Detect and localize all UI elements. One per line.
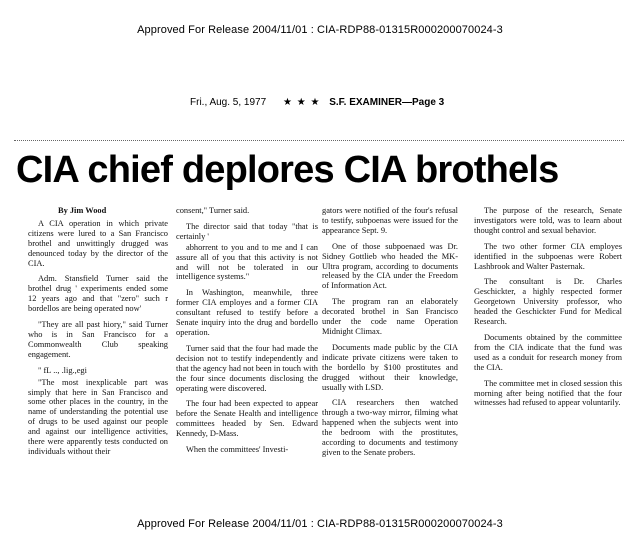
paragraph: The two other former CIA employes identified in the subpoenas were Robert Lashbrook and Walter Pasternak. — [474, 241, 622, 271]
paragraph: A CIA operation in which private citizens were lured to a San Francisco brothel and unwittingly drugged was denounced today by the director of the CIA. — [28, 218, 168, 268]
paragraph: The committee met in closed session this morning after being notified that the four witnesses had refused to appear voluntarily. — [474, 378, 622, 408]
top-rule — [14, 140, 624, 141]
paragraph: consent," Turner said. — [176, 206, 250, 215]
release-header: Approved For Release 2004/11/01 : CIA-RDP88-01315R000200070024-3 — [137, 24, 503, 36]
headline: CIA chief deplores CIA brothels — [16, 149, 559, 191]
paragraph: The consultant is Dr. Charles Geschickter, a highly respected former Georgetown University professor, who headed the Geschickter Fund for Medical Research. — [474, 277, 622, 327]
paragraph: The four had been expected to appear before the Senate Health and intelligence committees headed by Sen. Edward Kennedy, D-Mass. — [176, 399, 318, 439]
paragraph: Documents obtained by the committee from the CIA indicate that the fund was used as a conduit for research money from the CIA. — [474, 332, 622, 372]
paragraph: gators were notified of the four's refusal to testify, subpoenas were issued for the appearance Sept. 9. — [322, 206, 458, 235]
article-column-4 — [474, 206, 622, 414]
paper-page: S.F. EXAMINER—Page 3 — [329, 97, 445, 108]
article-column-3 — [322, 206, 458, 464]
byline: By Jim Wood — [58, 206, 107, 215]
paragraph: The purpose of the research, Senate investigators were told, was to learn about thought control and sexual behavior. — [474, 206, 622, 235]
paragraph: "They are all past hiory," said Turner who is in San Francisco for a Commonwealth Club speaking engagement. — [28, 320, 168, 359]
article-column-1 — [28, 206, 168, 463]
release-footer: Approved For Release 2004/11/01 : CIA-RDP88-01315R000200070024-3 — [137, 518, 503, 530]
paragraph: CIA researchers then watched through a two-way mirror, filming what happened when the subjects went into the bedroom with the prostitutes, according to documents and testimony given to the Senate probers. — [322, 398, 458, 457]
paragraph: " fL .., .lig.,egi — [38, 365, 87, 375]
article-column-2 — [176, 206, 318, 461]
paragraph: abhorrent to you and to me and I can assure all of you that this activity is not and will not be tolerated in our intelligence systems." — [176, 242, 318, 282]
paragraph: Turner said that the four had made the decision not to testify independently and that the agency had not been in touch with the four since documents disclosing the operating were discovered. — [176, 343, 318, 393]
dateline — [190, 97, 444, 108]
date: Fri., Aug. 5, 1977 — [190, 97, 267, 108]
paragraph: Documents made public by the CIA indicate private citizens were taken to the bordello by $100 prostitutes and drugged without their knowledge, usually with LSD. — [322, 342, 458, 392]
stars-icon: ★ ★ ★ — [282, 97, 321, 108]
paragraph: One of those subpoenaed was Dr. Sidney Gottlieb who headed the MK-Ultra program, according to documents released by the CIA under the Freedom of Information Act. — [322, 241, 458, 291]
paragraph: "The most inexplicable part was simply that here in San Francisco and some other places in the country, in the name of understanding the potential use of drugs to be used against our people and against our intelligence activities, there were apparently tests conducted on individuals without their — [28, 377, 168, 456]
paragraph: The director said that today "that is certainly ' — [176, 221, 318, 241]
paragraph: The program ran an elaborately decorated brothel in San Francisco under the code name Operation Midnight Climax. — [322, 297, 458, 336]
paragraph: Adm. Stansfield Turner said the brothel drug ' experiments ended some 12 years ago and that "zero" such r bordellos are being operated now' — [28, 274, 168, 314]
paragraph: In Washington, meanwhile, three former CIA employes and a former CIA consultant refused to testify before a Senate inquiry into the drug and bordello operation. — [176, 288, 318, 337]
paragraph: When the committees' Investi- — [186, 445, 289, 455]
